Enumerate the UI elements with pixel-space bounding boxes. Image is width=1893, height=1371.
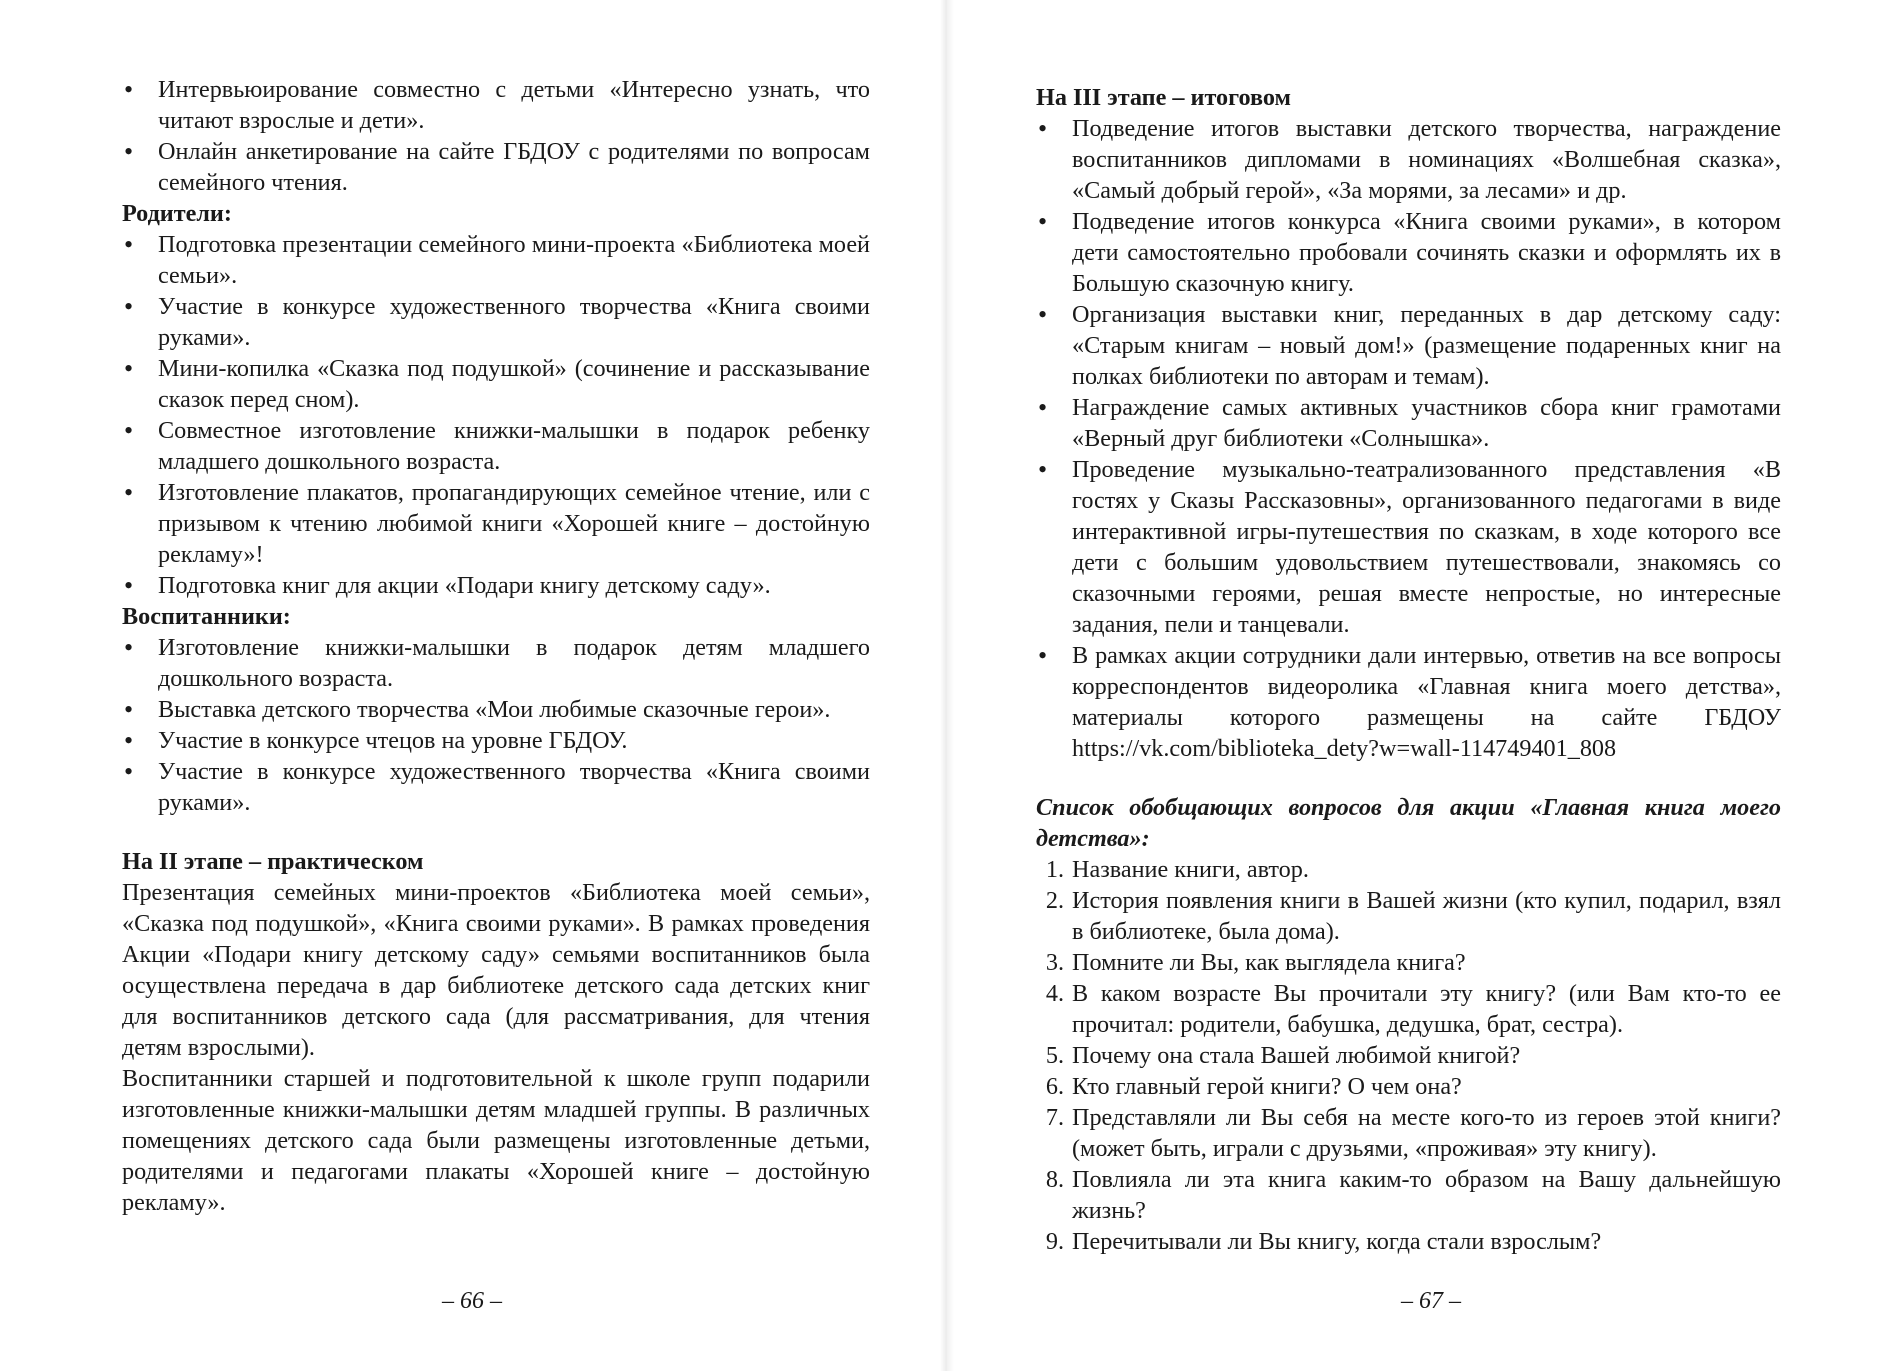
list-item: • Совместное изготовление книжки-малышки в подарок ребенку младшего дошкольного возраста.	[122, 415, 870, 477]
list-item: • В рамках акции сотрудники дали интервью, ответив на все вопросы корреспондентов видеоролика «Главная книга моего детства», материалы которого размещены на сайте ГБДОУ https://vk.com/biblioteka_dety?w=wall-114749401_808	[1036, 640, 1781, 764]
list-item: • Организация выставки книг, переданных в дар детскому саду: «Старым книгам – новый дом!» (размещение подаренных книг на полках библиотеки по авторам и темам).	[1036, 299, 1781, 392]
item-text: Почему она стала Вашей любимой книгой?	[1072, 1042, 1521, 1069]
item-number: 7.	[1045, 1104, 1064, 1131]
item-text: Представляли ли Вы себя на месте кого-то из героев этой книги? (может быть, играли с друзьями, «проживая» эту книгу).	[1072, 1104, 1781, 1162]
stage3-heading: На III этапе – итоговом	[1036, 84, 1291, 111]
item-text: Помните ли Вы, как выглядела книга?	[1072, 949, 1466, 976]
right-page	[946, 0, 1893, 1371]
list-item: • Участие в конкурсе художественного творчества «Книга своими руками».	[122, 291, 870, 353]
intro-bullet-list	[122, 74, 870, 198]
parents-list	[122, 229, 870, 601]
list-item: • Мини-копилка «Сказка под подушкой» (сочинение и рассказывание сказок перед сном).	[122, 353, 870, 415]
item-number: 8.	[1045, 1166, 1064, 1193]
list-item	[1036, 1226, 1781, 1257]
parents-heading: Родители:	[122, 200, 232, 227]
page-number: – 67 –	[1401, 1288, 1461, 1314]
list-item	[1036, 978, 1781, 1040]
item-number: 6.	[1045, 1073, 1064, 1100]
item-text: Название книги, автор.	[1072, 856, 1309, 883]
list-item: • Участие в конкурсе чтецов на уровне ГБДОУ.	[122, 725, 870, 756]
list-item: • Подготовка презентации семейного мини-проекта «Библиотека моей семьи».	[122, 229, 870, 291]
list-item: • Награждение самых активных участников сбора книг грамотами «Верный друг библиотеки «Солнышка».	[1036, 392, 1781, 454]
pupils-list	[122, 632, 870, 818]
list-item	[1036, 1071, 1781, 1102]
left-page	[0, 0, 946, 1371]
item-number: 9.	[1045, 1228, 1064, 1255]
item-text: История появления книги в Вашей жизни (кто купил, подарил, взял в библиотеке, была дома).	[1072, 887, 1781, 945]
list-item	[1036, 1040, 1781, 1071]
list-item: • Проведение музыкально-театрализованного представления «В гостях у Сказы Рассказовны», организованного педагогами в виде интерактивной игры-путешествия по сказкам, в ходе которого все дети с большим удовольствием путешествовали, знакомясь со сказочными героями, решая вместе непростые, но интересные задания, пели и танцевали.	[1036, 454, 1781, 640]
page-number: – 66 –	[442, 1288, 502, 1314]
item-text: Повлияла ли эта книга каким-то образом на Вашу дальнейшую жизнь?	[1072, 1166, 1781, 1224]
list-item	[1036, 854, 1781, 885]
list-item: • Онлайн анкетирование на сайте ГБДОУ с родителями по вопросам семейного чтения.	[122, 136, 870, 198]
list-item: • Изготовление книжки-малышки в подарок детям младшего дошкольного возраста.	[122, 632, 870, 694]
list-item: • Интервьюирование совместно с детьми «Интересно узнать, что читают взрослые и дети».	[122, 74, 870, 136]
list-item: • Подведение итогов выставки детского творчества, награждение воспитанников дипломами в номинациях «Волшебная сказка», «Самый добрый герой», «За морями, за лесами» и др.	[1036, 113, 1781, 206]
list-item: • Подготовка книг для акции «Подари книгу детскому саду».	[122, 570, 870, 601]
pupils-heading: Воспитанники:	[122, 603, 291, 630]
item-number: 5.	[1045, 1042, 1064, 1069]
list-item	[1036, 885, 1781, 947]
item-number: 1.	[1045, 856, 1064, 883]
list-item: • Изготовление плакатов, пропагандирующих семейное чтение, или с призывом к чтению любимой книги «Хорошей книге – достойную рекламу»!	[122, 477, 870, 570]
stage2-heading: На II этапе – практическом	[122, 848, 424, 875]
stage2-paragraph: Презентация семейных мини-проектов «Библиотека моей семьи», «Сказка под подушкой», «Книга своими руками». В рамках проведения Акции «Подари книгу детскому саду» семьями воспитанников была осуществлена передача в дар библиотеке детского сада детских книг для воспитанников детского сада (для рассматривания, для чтения детям взрослыми).	[122, 879, 870, 1061]
list-item: • Выставка детского творчества «Мои любимые сказочные герои».	[122, 694, 870, 725]
spacer	[1036, 764, 1781, 792]
list-item	[1036, 947, 1781, 978]
item-text: Перечитывали ли Вы книгу, когда стали взрослым?	[1072, 1228, 1602, 1255]
stage3-list	[1036, 113, 1781, 764]
right-column	[1036, 82, 1781, 1257]
item-number: 3.	[1045, 949, 1064, 976]
list-item	[1036, 1164, 1781, 1226]
list-item: • Участие в конкурсе художественного творчества «Книга своими руками».	[122, 756, 870, 818]
item-number: 2.	[1045, 887, 1064, 914]
questions-title: Список обобщающих вопросов для акции «Главная книга моего детства»:	[1036, 794, 1781, 852]
questions-list	[1036, 854, 1781, 1257]
list-item: • Подведение итогов конкурса «Книга своими руками», в котором дети самостоятельно пробовали сочинять сказки и оформлять их в Большую сказочную книгу.	[1036, 206, 1781, 299]
left-column	[122, 74, 870, 1218]
item-number: 4.	[1045, 980, 1064, 1007]
item-text: В каком возрасте Вы прочитали эту книгу? (или Вам кто-то ее прочитал: родители, бабушка, дедушка, брат, сестра).	[1072, 980, 1781, 1038]
spacer	[122, 818, 870, 846]
item-text: Кто главный герой книги? О чем она?	[1072, 1073, 1462, 1100]
stage2-paragraph: Воспитанники старшей и подготовительной к школе групп подарили изготовленные книжки-малышки детям младшей группы. В различных помещениях детского сада были размещены изготовленные детьми, родителями и педагогами плакаты «Хорошей книге – достойную рекламу».	[122, 1065, 870, 1216]
list-item	[1036, 1102, 1781, 1164]
